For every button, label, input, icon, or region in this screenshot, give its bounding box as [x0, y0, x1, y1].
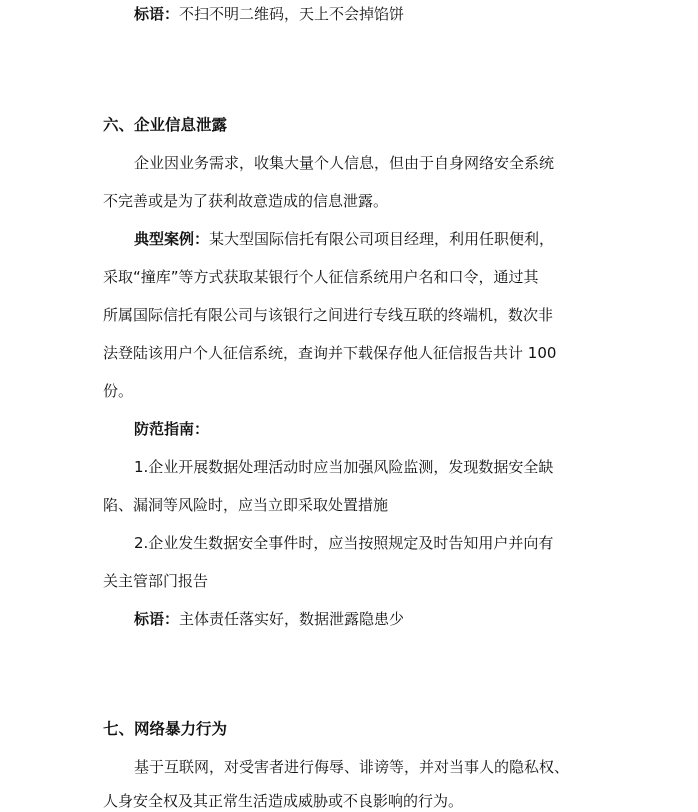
section-7-intro-line: 人身安全权及其正常生活造成威胁或不良影响的行为。	[103, 792, 464, 810]
section-6-intro-line: 企业因业务需求，收集大量个人信息，但由于自身网络安全系统	[134, 154, 555, 172]
prevention-guide-label: 防范指南：	[134, 420, 210, 438]
section-6-intro-line: 不完善或是为了获利故意造成的信息泄露。	[103, 192, 389, 210]
slogan-label: 标语：	[134, 610, 180, 628]
prevention-guide-line: 1.企业开展数据处理活动时应当加强风险监测，发现数据安全缺	[134, 458, 554, 476]
prevention-guide-line: 关主管部门报告	[103, 572, 209, 590]
typical-case-line: 法登陆该用户个人征信系统，查询并下载保存他人征信报告共计 100	[103, 344, 557, 362]
slogan-text: 不扫不明二维码，天上不会掉馅饼	[179, 5, 405, 23]
typical-case-line: 采取“撞库”等方式获取某银行个人征信系统用户名和口令，通过其	[103, 268, 539, 286]
top-slogan	[134, 3, 404, 25]
prevention-guide-line: 2.企业发生数据安全事件时，应当按照规定及时告知用户并向有	[134, 534, 554, 552]
slogan-text: 主体责任落实好，数据泄露隐患少	[179, 610, 405, 628]
typical-case-line: 所属国际信托有限公司与该银行之间进行专线互联的终端机，数次非	[103, 306, 554, 324]
prevention-guide-line: 陷、漏洞等风险时，应当立即采取处置措施	[103, 496, 389, 514]
typical-case-text: 某大型国际信托有限公司项目经理，利用任职便利，	[209, 230, 555, 248]
typical-case-label: 典型案例：	[134, 230, 210, 248]
slogan-label: 标语：	[134, 5, 180, 23]
typical-case-paragraph	[134, 228, 554, 250]
section-6-heading: 六、企业信息泄露	[103, 116, 228, 134]
section-6-slogan	[134, 608, 404, 630]
typical-case-line: 份。	[103, 382, 134, 400]
section-7-heading: 七、网络暴力行为	[103, 720, 228, 738]
section-7-intro-line: 基于互联网，对受害者进行侮辱、诽谤等，并对当事人的隐私权、	[134, 758, 570, 776]
